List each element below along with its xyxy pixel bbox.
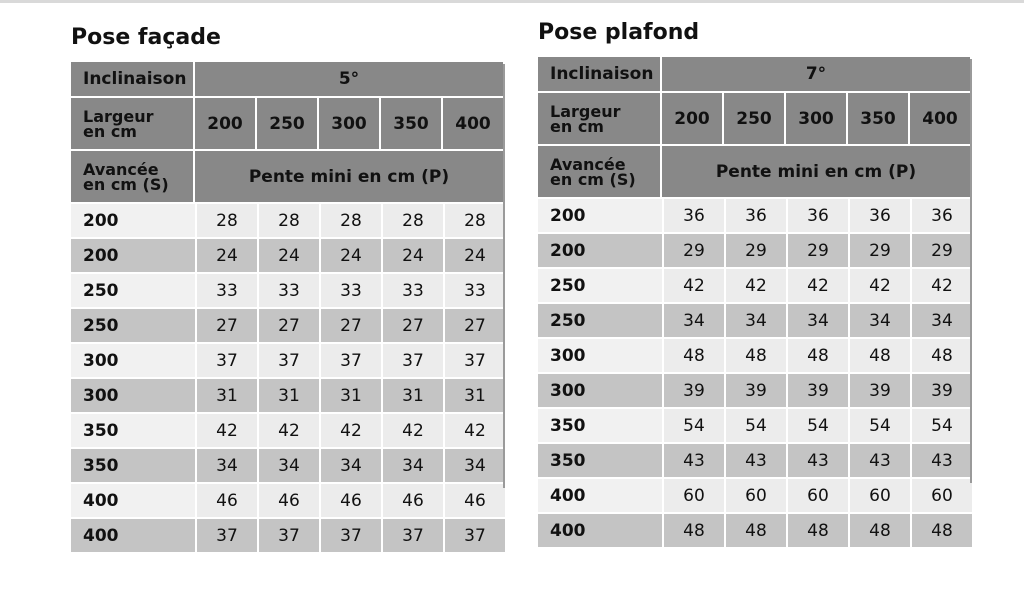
row-avancee: 250 (71, 274, 195, 309)
value-cell: 24 (381, 239, 443, 274)
value-cell: 37 (257, 519, 319, 554)
value-cell: 36 (786, 199, 848, 234)
value-cell: 46 (319, 484, 381, 519)
value-cell: 27 (319, 309, 381, 344)
value-cell: 60 (786, 479, 848, 514)
value-cell: 43 (848, 444, 910, 479)
value-cell: 43 (786, 444, 848, 479)
inclinaison-label: Inclinaison (538, 57, 662, 93)
value-cell: 46 (381, 484, 443, 519)
value-cell: 29 (848, 234, 910, 269)
value-cell: 34 (257, 449, 319, 484)
value-cell: 34 (319, 449, 381, 484)
value-cell: 48 (786, 514, 848, 549)
row-avancee: 300 (71, 344, 195, 379)
value-cell: 60 (848, 479, 910, 514)
value-cell: 24 (195, 239, 257, 274)
value-cell: 39 (724, 374, 786, 409)
largeur-header-cell: 200 (195, 98, 257, 151)
value-cell: 33 (257, 274, 319, 309)
table-row (71, 274, 505, 309)
value-cell: 33 (443, 274, 505, 309)
value-cell: 48 (910, 339, 972, 374)
value-cell: 54 (910, 409, 972, 444)
largeur-header-cell: 400 (910, 93, 972, 146)
value-cell: 39 (848, 374, 910, 409)
value-cell: 33 (195, 274, 257, 309)
value-cell: 43 (724, 444, 786, 479)
largeur-header-cell: 400 (443, 98, 505, 151)
value-cell: 54 (786, 409, 848, 444)
table-row (71, 204, 505, 239)
value-cell: 28 (319, 204, 381, 239)
table-row (71, 309, 505, 344)
pose-plafond-title: Pose plafond (538, 20, 700, 45)
inclinaison-label: Inclinaison (71, 62, 195, 98)
largeur-header-cell: 350 (848, 93, 910, 146)
pose-plafond-table (538, 57, 972, 549)
table-row (538, 269, 972, 304)
value-cell: 29 (786, 234, 848, 269)
value-cell: 28 (381, 204, 443, 239)
value-cell: 39 (910, 374, 972, 409)
largeur-header-cell: 350 (381, 98, 443, 151)
value-cell: 37 (319, 519, 381, 554)
value-cell: 34 (381, 449, 443, 484)
value-cell: 48 (724, 339, 786, 374)
table-row (71, 344, 505, 379)
avancee-label-line2: en cm (S) (83, 174, 169, 194)
value-cell: 42 (257, 414, 319, 449)
value-cell: 46 (443, 484, 505, 519)
value-cell: 33 (319, 274, 381, 309)
value-cell: 31 (381, 379, 443, 414)
value-cell: 31 (443, 379, 505, 414)
value-cell: 37 (195, 519, 257, 554)
avancee-label (538, 146, 662, 199)
value-cell: 29 (662, 234, 724, 269)
largeur-label-line2: en cm (550, 116, 604, 136)
value-cell: 34 (195, 449, 257, 484)
table-row (71, 239, 505, 274)
value-cell: 31 (195, 379, 257, 414)
table-row (71, 519, 505, 554)
value-cell: 36 (848, 199, 910, 234)
table-row (538, 199, 972, 234)
row-avancee: 250 (538, 269, 662, 304)
avancee-label (71, 151, 195, 204)
value-cell: 29 (910, 234, 972, 269)
row-avancee: 350 (538, 444, 662, 479)
value-cell: 48 (786, 339, 848, 374)
row-avancee: 400 (538, 514, 662, 549)
value-cell: 48 (662, 339, 724, 374)
largeur-label-line2: en cm (83, 121, 137, 141)
value-cell: 42 (848, 269, 910, 304)
value-cell: 37 (443, 519, 505, 554)
pose-facade-table (71, 62, 505, 554)
value-cell: 34 (786, 304, 848, 339)
value-cell: 46 (195, 484, 257, 519)
value-cell: 60 (910, 479, 972, 514)
value-cell: 37 (257, 344, 319, 379)
row-avancee: 250 (71, 309, 195, 344)
largeur-header-cell: 300 (319, 98, 381, 151)
top-divider (0, 0, 1024, 3)
row-avancee: 350 (71, 449, 195, 484)
value-cell: 60 (724, 479, 786, 514)
row-avancee: 400 (538, 479, 662, 514)
table-edge-line (970, 59, 972, 483)
avancee-label-line2: en cm (S) (550, 169, 636, 189)
value-cell: 37 (195, 344, 257, 379)
value-cell: 29 (724, 234, 786, 269)
row-avancee: 200 (538, 199, 662, 234)
value-cell: 27 (381, 309, 443, 344)
pente-label: Pente mini en cm (P) (195, 151, 505, 204)
value-cell: 48 (848, 514, 910, 549)
value-cell: 39 (786, 374, 848, 409)
table-row (71, 414, 505, 449)
value-cell: 48 (910, 514, 972, 549)
largeur-header-cell: 250 (724, 93, 786, 146)
value-cell: 34 (848, 304, 910, 339)
pose-facade-title: Pose façade (71, 25, 221, 50)
row-avancee: 300 (538, 374, 662, 409)
value-cell: 36 (724, 199, 786, 234)
value-cell: 54 (724, 409, 786, 444)
value-cell: 48 (662, 514, 724, 549)
value-cell: 46 (257, 484, 319, 519)
value-cell: 36 (910, 199, 972, 234)
row-avancee: 300 (538, 339, 662, 374)
avancee-label-line1: Avancée (83, 159, 159, 179)
value-cell: 48 (724, 514, 786, 549)
largeur-header-cell: 200 (662, 93, 724, 146)
value-cell: 60 (662, 479, 724, 514)
value-cell: 43 (910, 444, 972, 479)
largeur-label-line1: Largeur (83, 106, 154, 126)
row-avancee: 400 (71, 484, 195, 519)
value-cell: 42 (910, 269, 972, 304)
table-row (538, 234, 972, 269)
table-row (538, 479, 972, 514)
table-row (538, 409, 972, 444)
table-row (538, 374, 972, 409)
value-cell: 37 (319, 344, 381, 379)
value-cell: 42 (786, 269, 848, 304)
table-row (538, 514, 972, 549)
value-cell: 31 (319, 379, 381, 414)
inclinaison-value: 5° (195, 62, 505, 98)
value-cell: 33 (381, 274, 443, 309)
value-cell: 28 (443, 204, 505, 239)
table-edge-line (503, 64, 505, 488)
largeur-header-cell: 300 (786, 93, 848, 146)
largeur-label-line1: Largeur (550, 101, 621, 121)
row-avancee: 250 (538, 304, 662, 339)
value-cell: 43 (662, 444, 724, 479)
value-cell: 37 (381, 344, 443, 379)
largeur-label (71, 98, 195, 151)
value-cell: 24 (319, 239, 381, 274)
row-avancee: 350 (538, 409, 662, 444)
value-cell: 42 (319, 414, 381, 449)
value-cell: 34 (724, 304, 786, 339)
value-cell: 48 (848, 339, 910, 374)
value-cell: 27 (257, 309, 319, 344)
value-cell: 31 (257, 379, 319, 414)
row-avancee: 200 (71, 239, 195, 274)
pose-plafond-section (538, 19, 972, 549)
largeur-label (538, 93, 662, 146)
value-cell: 42 (724, 269, 786, 304)
row-avancee: 200 (538, 234, 662, 269)
value-cell: 34 (662, 304, 724, 339)
value-cell: 37 (443, 344, 505, 379)
avancee-label-line1: Avancée (550, 154, 626, 174)
value-cell: 28 (195, 204, 257, 239)
table-row (71, 379, 505, 414)
value-cell: 27 (195, 309, 257, 344)
value-cell: 39 (662, 374, 724, 409)
inclinaison-value: 7° (662, 57, 972, 93)
value-cell: 36 (662, 199, 724, 234)
row-avancee: 300 (71, 379, 195, 414)
table-row (71, 449, 505, 484)
table-row (71, 484, 505, 519)
table-row (538, 304, 972, 339)
largeur-header-cell: 250 (257, 98, 319, 151)
value-cell: 28 (257, 204, 319, 239)
value-cell: 24 (257, 239, 319, 274)
row-avancee: 350 (71, 414, 195, 449)
value-cell: 34 (443, 449, 505, 484)
pente-label: Pente mini en cm (P) (662, 146, 972, 199)
pose-facade-section (71, 24, 505, 554)
value-cell: 27 (443, 309, 505, 344)
value-cell: 54 (848, 409, 910, 444)
table-row (538, 444, 972, 479)
value-cell: 34 (910, 304, 972, 339)
row-avancee: 400 (71, 519, 195, 554)
value-cell: 24 (443, 239, 505, 274)
value-cell: 54 (662, 409, 724, 444)
value-cell: 37 (381, 519, 443, 554)
value-cell: 42 (195, 414, 257, 449)
value-cell: 42 (662, 269, 724, 304)
value-cell: 42 (443, 414, 505, 449)
table-row (538, 339, 972, 374)
value-cell: 42 (381, 414, 443, 449)
row-avancee: 200 (71, 204, 195, 239)
